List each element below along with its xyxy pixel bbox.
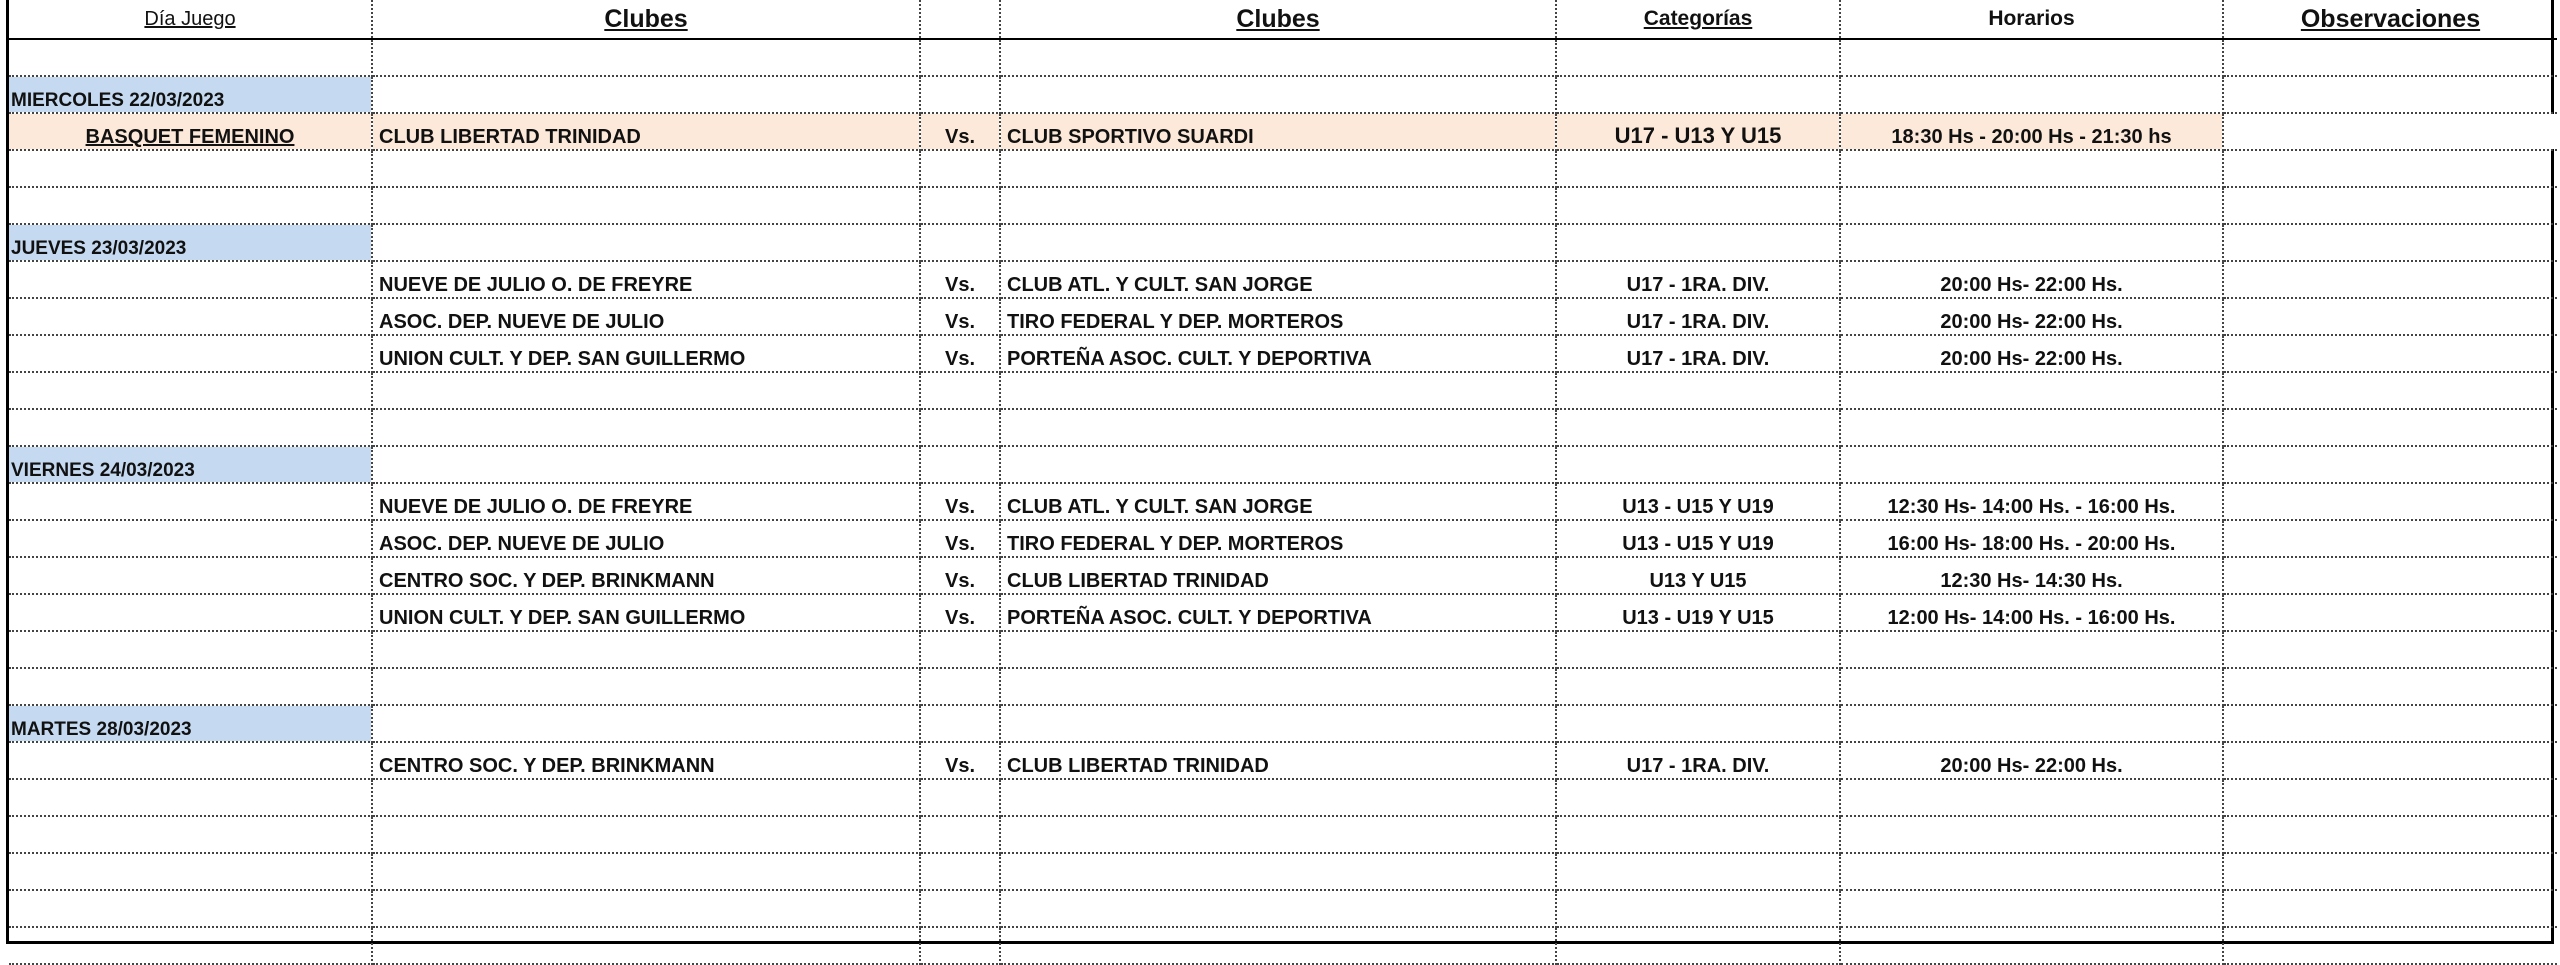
match-categorias: U17 - U13 Y U15 <box>1556 113 1840 150</box>
match-club-home: CLUB LIBERTAD TRINIDAD <box>372 113 920 150</box>
day-label: MARTES 28/03/2023 <box>9 705 372 742</box>
match-row <box>9 557 2557 594</box>
match-horarios: 20:00 Hs- 22:00 Hs. <box>1840 335 2223 372</box>
match-row <box>9 520 2557 557</box>
header-row <box>9 0 2557 39</box>
match-club-away: CLUB SPORTIVO SUARDI <box>1000 113 1556 150</box>
match-horarios: 20:00 Hs- 22:00 Hs. <box>1840 298 2223 335</box>
match-club-away: CLUB LIBERTAD TRINIDAD <box>1000 742 1556 779</box>
match-categorias: U17 - 1RA. DIV. <box>1556 335 1840 372</box>
header-dia-juego: Día Juego <box>9 0 372 39</box>
day-row <box>9 76 2557 113</box>
match-club-away: CLUB ATL. Y CULT. SAN JORGE <box>1000 483 1556 520</box>
match-row <box>9 594 2557 631</box>
empty-row <box>9 372 2557 409</box>
day-row <box>9 224 2557 261</box>
match-vs: Vs. <box>920 742 1000 779</box>
match-horarios: 12:30 Hs- 14:00 Hs. - 16:00 Hs. <box>1840 483 2223 520</box>
match-club-away: CLUB ATL. Y CULT. SAN JORGE <box>1000 261 1556 298</box>
match-horarios: 18:30 Hs - 20:00 Hs - 21:30 hs <box>1840 113 2223 150</box>
match-categorias: U17 - 1RA. DIV. <box>1556 742 1840 779</box>
match-club-away: PORTEÑA ASOC. CULT. Y DEPORTIVA <box>1000 594 1556 631</box>
empty-row <box>9 409 2557 446</box>
match-club-home: UNION CULT. Y DEP. SAN GUILLERMO <box>372 335 920 372</box>
day-label: MIERCOLES 22/03/2023 <box>9 76 372 113</box>
schedule-sheet <box>6 0 2554 944</box>
match-club-away: TIRO FEDERAL Y DEP. MORTEROS <box>1000 298 1556 335</box>
match-vs: Vs. <box>920 298 1000 335</box>
match-categorias: U17 - 1RA. DIV. <box>1556 298 1840 335</box>
match-categorias: U13 - U15 Y U19 <box>1556 520 1840 557</box>
empty-row <box>9 779 2557 816</box>
day-label: JUEVES 23/03/2023 <box>9 224 372 261</box>
match-club-home: NUEVE DE JULIO O. DE FREYRE <box>372 483 920 520</box>
empty-row <box>9 927 2557 964</box>
match-club-home: UNION CULT. Y DEP. SAN GUILLERMO <box>372 594 920 631</box>
empty-row <box>9 668 2557 705</box>
match-vs: Vs. <box>920 520 1000 557</box>
match-horarios: 20:00 Hs- 22:00 Hs. <box>1840 261 2223 298</box>
match-note: BASQUET FEMENINO <box>9 113 372 150</box>
match-row <box>9 335 2557 372</box>
match-vs: Vs. <box>920 594 1000 631</box>
match-row <box>9 113 2557 150</box>
match-club-away: CLUB LIBERTAD TRINIDAD <box>1000 557 1556 594</box>
match-club-home: ASOC. DEP. NUEVE DE JULIO <box>372 298 920 335</box>
match-vs: Vs. <box>920 483 1000 520</box>
match-categorias: U13 Y U15 <box>1556 557 1840 594</box>
day-row <box>9 446 2557 483</box>
match-categorias: U17 - 1RA. DIV. <box>1556 261 1840 298</box>
empty-row <box>9 187 2557 224</box>
match-vs: Vs. <box>920 335 1000 372</box>
header-observaciones: Observaciones <box>2223 0 2557 39</box>
header-clubes-1: Clubes <box>372 0 920 39</box>
day-label: VIERNES 24/03/2023 <box>9 446 372 483</box>
match-observaciones <box>2223 113 2557 150</box>
match-row <box>9 298 2557 335</box>
match-row <box>9 261 2557 298</box>
empty-row <box>9 150 2557 187</box>
match-row <box>9 483 2557 520</box>
match-vs: Vs. <box>920 261 1000 298</box>
match-row <box>9 742 2557 779</box>
match-club-home: NUEVE DE JULIO O. DE FREYRE <box>372 261 920 298</box>
match-club-home: ASOC. DEP. NUEVE DE JULIO <box>372 520 920 557</box>
match-club-home: CENTRO SOC. Y DEP. BRINKMANN <box>372 557 920 594</box>
match-club-home: CENTRO SOC. Y DEP. BRINKMANN <box>372 742 920 779</box>
empty-row <box>9 39 2557 76</box>
match-categorias: U13 - U19 Y U15 <box>1556 594 1840 631</box>
header-categorias: Categorías <box>1556 0 1840 39</box>
empty-row <box>9 631 2557 668</box>
match-vs: Vs. <box>920 557 1000 594</box>
match-horarios: 12:00 Hs- 14:00 Hs. - 16:00 Hs. <box>1840 594 2223 631</box>
match-horarios: 12:30 Hs- 14:30 Hs. <box>1840 557 2223 594</box>
header-clubes-2: Clubes <box>1000 0 1556 39</box>
day-row <box>9 705 2557 742</box>
header-vs-blank <box>920 0 1000 39</box>
match-horarios: 16:00 Hs- 18:00 Hs. - 20:00 Hs. <box>1840 520 2223 557</box>
match-horarios: 20:00 Hs- 22:00 Hs. <box>1840 742 2223 779</box>
match-vs: Vs. <box>920 113 1000 150</box>
match-categorias: U13 - U15 Y U19 <box>1556 483 1840 520</box>
header-horarios: Horarios <box>1840 0 2223 39</box>
empty-row <box>9 853 2557 890</box>
empty-row <box>9 816 2557 853</box>
empty-row <box>9 890 2557 927</box>
schedule-table <box>9 0 2557 965</box>
match-club-away: PORTEÑA ASOC. CULT. Y DEPORTIVA <box>1000 335 1556 372</box>
match-club-away: TIRO FEDERAL Y DEP. MORTEROS <box>1000 520 1556 557</box>
